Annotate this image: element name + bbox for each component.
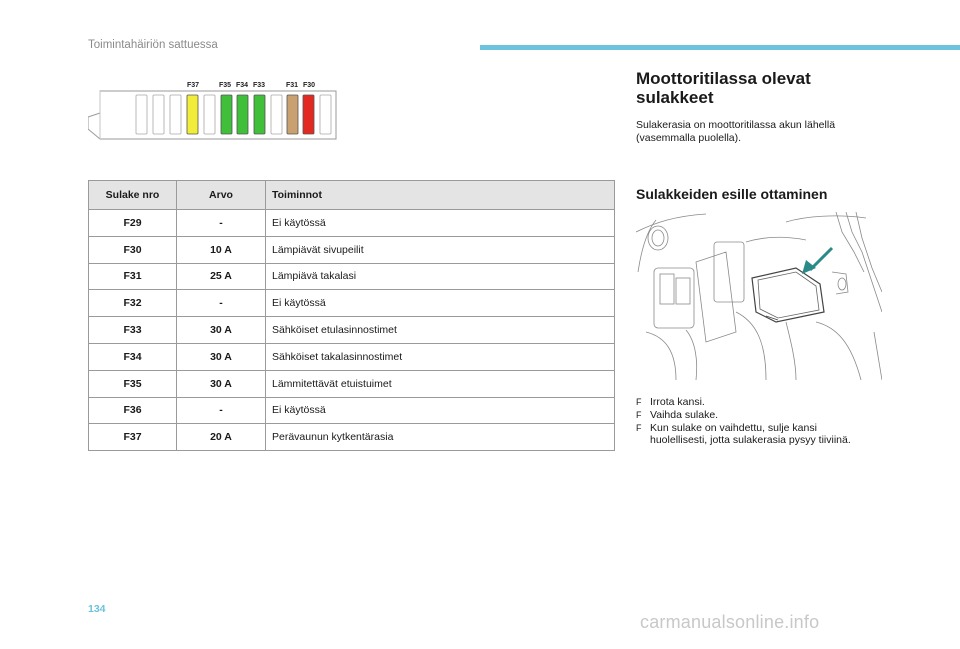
table-header-row <box>89 181 615 210</box>
fuse-function: Sähköiset etulasinnostimet <box>266 317 615 344</box>
fuse-number: F36 <box>89 397 177 424</box>
fuse-rating: - <box>177 210 266 237</box>
fuse-label-f33: F33 <box>253 82 266 89</box>
instruction-step <box>636 422 916 448</box>
watermark: carmanualsonline.info <box>640 612 820 632</box>
empty-fuse-slot <box>204 95 215 134</box>
table-row <box>89 290 615 317</box>
fuse-rating: 25 A <box>177 263 266 290</box>
bullet-icon: F <box>636 409 642 420</box>
table-row <box>89 236 615 263</box>
column-header-functions: Toiminnot <box>266 181 615 210</box>
fuse-function: Lämpiävät sivupeilit <box>266 236 615 263</box>
table-row <box>89 370 615 397</box>
table-row <box>89 397 615 424</box>
fuse-function: Lämmitettävät etuistuimet <box>266 370 615 397</box>
table-row <box>89 317 615 344</box>
fuse-box-diagram <box>88 89 338 141</box>
fuse-function: Perävaunun kytkentärasia <box>266 424 615 451</box>
instruction-step <box>636 409 916 422</box>
fuse-number: F29 <box>89 210 177 237</box>
fuse-number: F31 <box>89 263 177 290</box>
step-text: Vaihda sulake. <box>650 408 719 421</box>
empty-fuse-slot <box>136 95 147 134</box>
fuse-label-f35: F35 <box>219 82 232 89</box>
paragraph-line: Sulakerasia on moottoritilassa akun lähellä <box>636 119 836 131</box>
section-title-engine-fuses <box>636 69 896 107</box>
fuse-label-f30: F30 <box>303 82 316 89</box>
fuse-slot-green <box>221 95 232 134</box>
fuse-slot-red <box>303 95 314 134</box>
fuse-number: F32 <box>89 290 177 317</box>
page-number: 134 <box>88 603 106 615</box>
fuse-number: F35 <box>89 370 177 397</box>
section-title-accessing-fuses: Sulakkeiden esille ottaminen <box>636 186 828 202</box>
section-header-title: Toimintahäiriön sattuessa <box>88 39 218 51</box>
fuse-rating: 30 A <box>177 317 266 344</box>
empty-fuse-slot <box>320 95 331 134</box>
step-text: Kun sulake on vaihdettu, sulje kansi <box>650 421 817 434</box>
fuse-number: F30 <box>89 236 177 263</box>
fuse-slot-green <box>237 95 248 134</box>
engine-compartment-illustration <box>636 212 882 382</box>
empty-fuse-slot <box>170 95 181 134</box>
fuse-rating: 20 A <box>177 424 266 451</box>
fuse-table <box>88 180 615 451</box>
table-row <box>89 343 615 370</box>
fuse-slot-yellow <box>187 95 198 134</box>
table-row <box>89 263 615 290</box>
fuse-number: F37 <box>89 424 177 451</box>
section-title-line: sulakkeet <box>636 88 714 107</box>
fuse-rating: - <box>177 397 266 424</box>
column-header-rating: Arvo <box>177 181 266 210</box>
fuse-function: Lämpiävä takalasi <box>266 263 615 290</box>
fuse-rating: 10 A <box>177 236 266 263</box>
step-text: Irrota kansi. <box>650 396 705 408</box>
paragraph-line: (vasemmalla puolella). <box>636 132 742 144</box>
fuse-label-f31: F31 <box>286 82 299 89</box>
fuse-box-location-text <box>636 119 906 145</box>
fuse-slot-green <box>254 95 265 134</box>
instruction-list <box>636 396 916 447</box>
column-header-fuse-number: Sulake nro <box>89 181 177 210</box>
fuse-label-f37: F37 <box>187 82 200 89</box>
fuse-rating: 30 A <box>177 343 266 370</box>
bullet-icon: F <box>636 422 642 433</box>
fuse-rating: 30 A <box>177 370 266 397</box>
fuse-function: Ei käytössä <box>266 290 615 317</box>
fuse-slot-tan <box>287 95 298 134</box>
fuse-number: F34 <box>89 343 177 370</box>
step-text: huolellisesti, jotta sulakerasia pysyy tiiviinä. <box>650 434 851 447</box>
header-accent-bar <box>480 45 960 50</box>
bullet-icon: F <box>636 397 642 407</box>
fuse-label-f34: F34 <box>236 82 249 89</box>
fuse-number: F33 <box>89 317 177 344</box>
table-row <box>89 210 615 237</box>
fuse-function: Sähköiset takalasinnostimet <box>266 343 615 370</box>
section-title-line: Moottoritilassa olevat <box>636 69 811 88</box>
empty-fuse-slot <box>271 95 282 134</box>
fuse-rating: - <box>177 290 266 317</box>
arrow-icon <box>802 248 832 274</box>
instruction-step <box>636 396 916 409</box>
fuse-function: Ei käytössä <box>266 397 615 424</box>
table-row <box>89 424 615 451</box>
fuse-function: Ei käytössä <box>266 210 615 237</box>
empty-fuse-slot <box>153 95 164 134</box>
